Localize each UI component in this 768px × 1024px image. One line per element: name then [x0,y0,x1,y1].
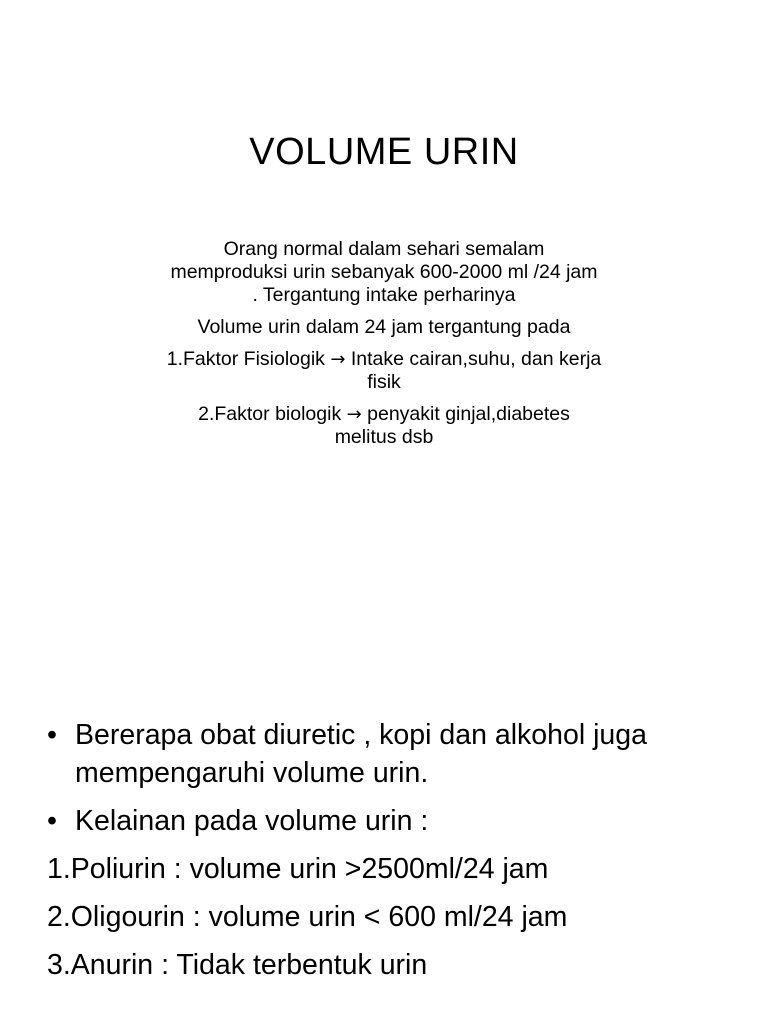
arrow-right-icon: → [330,349,346,370]
subtitle-block [80,238,688,458]
factor-2-paragraph [80,403,688,449]
page-title: VOLUME URIN [249,131,519,173]
factor-1-text-cont: fisik [367,371,401,393]
bullet-item [47,802,737,840]
numbered-item-anurin: 3.Anurin : Tidak terbentuk urin [47,949,428,981]
bullet-text: Bererapa obat diuretic , kopi dan alkohol juga [75,719,647,751]
content-list [47,716,737,994]
intro-line-2: memproduksi urin sebanyak 600-2000 ml /24 jam [170,261,598,283]
bullet-icon: • [47,805,57,837]
bullet-text-cont: mempengaruhi volume urin. [75,757,429,789]
factor-1-paragraph [80,348,688,394]
factor-1-text: Intake cairan,suhu, dan kerja [350,348,602,370]
intro-line-1: Orang normal dalam sehari semalam [223,238,545,260]
dependency-paragraph [80,316,688,339]
factor-2-text-cont: melitus dsb [334,426,434,448]
factor-2-text: penyakit ginjal,diabetes [367,403,570,425]
bullet-item [47,716,737,792]
intro-line-3: . Tergantung intake perharinya [252,284,516,306]
factor-2-label: 2.Faktor biologik [198,403,342,425]
numbered-item-oligourin: 2.Oligourin : volume urin < 600 ml/24 jam [47,901,568,933]
dependency-text: Volume urin dalam 24 jam tergantung pada [197,316,571,338]
intro-paragraph [80,238,688,307]
bullet-icon: • [47,719,57,751]
numbered-item-poliurin: 1.Poliurin : volume urin >2500ml/24 jam [47,853,549,885]
factor-1-label: 1.Faktor Fisiologik [166,348,325,370]
arrow-right-icon: → [346,404,362,425]
bullet-text: Kelainan pada volume urin : [75,805,429,837]
